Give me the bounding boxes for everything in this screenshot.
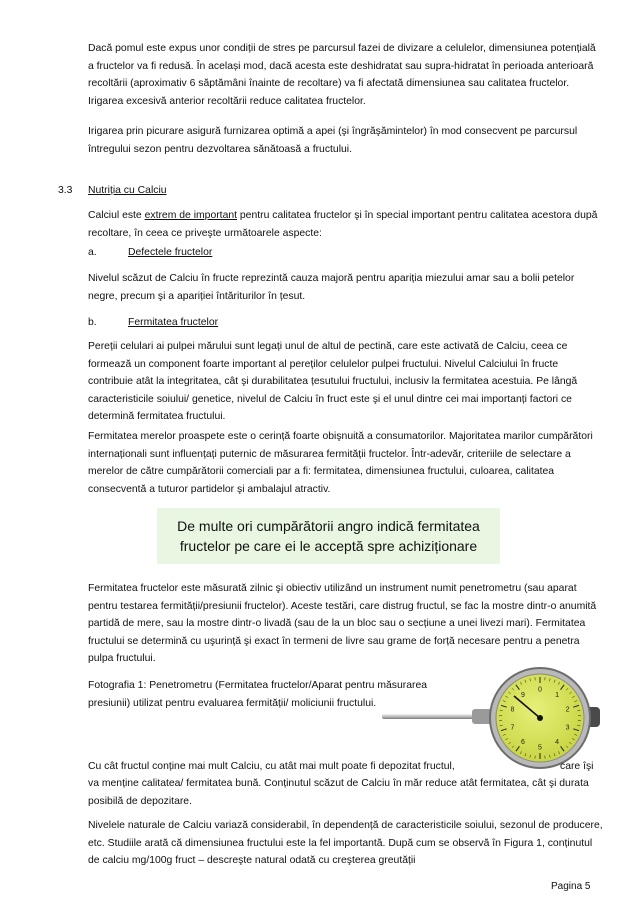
- gauge-numeral: 9: [521, 692, 525, 700]
- calcium-text-3: va menține calitatea/ fermitatea bună. Conținutul scăzut de Calciu în măr reduce atât fermitatea, cât şi durata posibilă de depozitare.: [88, 778, 589, 807]
- intro-paragraph-1: Dacă pomul este expus unor condiții de stres pe parcursul fazei de divizare a celulelor, dimensiunea potențială a fructelor va fi redusă. În același mod, dacă acesta este deshidratat sau supra-hidratat în perioada anterioară recoltării (aproximativ 6 săptămâni înainte de recoltare) va fi afectată dimensiunea sau calitatea fructelor. Irigarea excesivă anterior recoltării reduce calitatea fructelor.: [88, 43, 596, 107]
- gauge-numeral: 5: [538, 744, 542, 752]
- section-intro-emphasis: extrem de important: [144, 210, 238, 221]
- firmness-paragraph: Fermitatea merelor proaspete este o cerință foarte obişnuită a consumatorilor. Majoritatea marilor cumpărători internaționali sunt influențați puternic de măsurarea fermității fructelor. Într-adevăr, criteriile de selectare a merelor de către cumpărătorii comerciali par a fi: fermitatea, dimensiunea fructului, culoarea, calitatea consecventă a tuturor partidelor şi ambalajul atractiv.: [88, 431, 593, 495]
- measurement-paragraph: Fermitatea fructelor este măsurată zilnic şi obiectiv utilizând un instrument numit penetrometru (sau aparat pentru testarea fermității/presiunii fructelor). Aceste testări, care distrug fructul, se fac la mostre dintr-o anumită partidă de mere, sau la mostre dintr-o livadă (sau de la un bloc sau o secțiune a unei livezi mari). Fermitatea fructului se determină cu uşurință şi exact în termeni de livre sau grame de forță necesare pentru a penetra pulpa fructului.: [88, 583, 597, 665]
- callout-box: [157, 508, 500, 564]
- item-a-text: Nivelul scăzut de Calciu în fructe reprezintă cauza majoră pentru apariția miezului amar sau a bolii petelor negre, precum şi a apariției întăriturilor în țesut.: [88, 273, 575, 302]
- gauge-numeral: 3: [565, 724, 570, 732]
- item-b-text: Pereții celulari ai pulpei mărului sunt legați unul de altul de pectină, care este activată de Calciu, ceea ce formează un component foarte important al pereților celulelor pulpei fructului. Nivelul Calciului în fructe contribuie atât la integritatea, cât şi durabilitatea țesutului fructului, inclusiv la fermitatea acestuia. Pe lângă caracteristicile soiului/ genetice, nivelul de Calciu în fruct este şi el unul dintre cei mai importanți factori ce determină fermitatea fructului.: [88, 341, 578, 423]
- item-b-title: Fermitatea fructelor: [128, 317, 219, 328]
- gauge-numeral: 0: [538, 686, 542, 694]
- section-title: Nutriția cu Calciu: [88, 185, 167, 196]
- item-a-title: Defectele fructelor: [128, 247, 213, 258]
- page-number: Pagina 5: [551, 881, 591, 892]
- gauge-numeral: 6: [521, 738, 525, 746]
- callout-line-1: De multe ori cumpărătorii angro indică fermitatea: [177, 518, 480, 534]
- intro-paragraph-2: Irigarea prin picurare asigură furnizarea optimă a apei (şi îngrăşămintelor) în mod consecvent pe parcursul întregului sezon pentru dezvoltarea sănătoasă a fructului.: [88, 126, 578, 155]
- section-number: 3.3: [58, 185, 73, 196]
- section-intro-before: Calciul este: [88, 210, 145, 221]
- gauge-numeral: 4: [555, 738, 559, 746]
- gauge-numeral: 1: [555, 692, 559, 700]
- gauge-numeral: 8: [510, 706, 515, 714]
- section-intro-after: pentru calitatea fructelor şi în special important pentru calitatea acestora după recoltare, în ceea ce priveşte următoarele aspecte:: [88, 210, 598, 239]
- item-b-marker: b.: [88, 317, 97, 328]
- penetrometer-photo: [380, 663, 600, 773]
- calcium-text-1: Cu cât fructul conține mai mult Calciu, cu atât mai mult poate fi depozitat fructul,: [88, 761, 455, 772]
- gauge-numeral: 7: [510, 724, 515, 732]
- section-intro: [88, 207, 603, 242]
- item-a-marker: a.: [88, 247, 97, 258]
- photo-caption: Fotografia 1: Penetrometru (Fermitatea fructelor/Aparat pentru măsurarea presiunii) utilizat pentru evaluarea fermității/ moliciunii fructului.: [88, 680, 428, 709]
- final-paragraph: Nivelele naturale de Calciu variază considerabil, în dependență de caracteristicile soiului, sezonul de producere, etc. Studiile arată că dimensiunea fructului este la fel importantă. După cum se observă în Figura 1, conținutul de calciu mg/100g fruct – descreşte natural odată cu creşterea greutății: [88, 820, 603, 867]
- callout-line-2: fructelor pe care ei le acceptă spre achiziționare: [179, 538, 478, 554]
- gauge-numeral: 2: [565, 706, 570, 714]
- calcium-text-2: care îşi: [560, 761, 594, 772]
- gauge-pivot: [537, 715, 543, 721]
